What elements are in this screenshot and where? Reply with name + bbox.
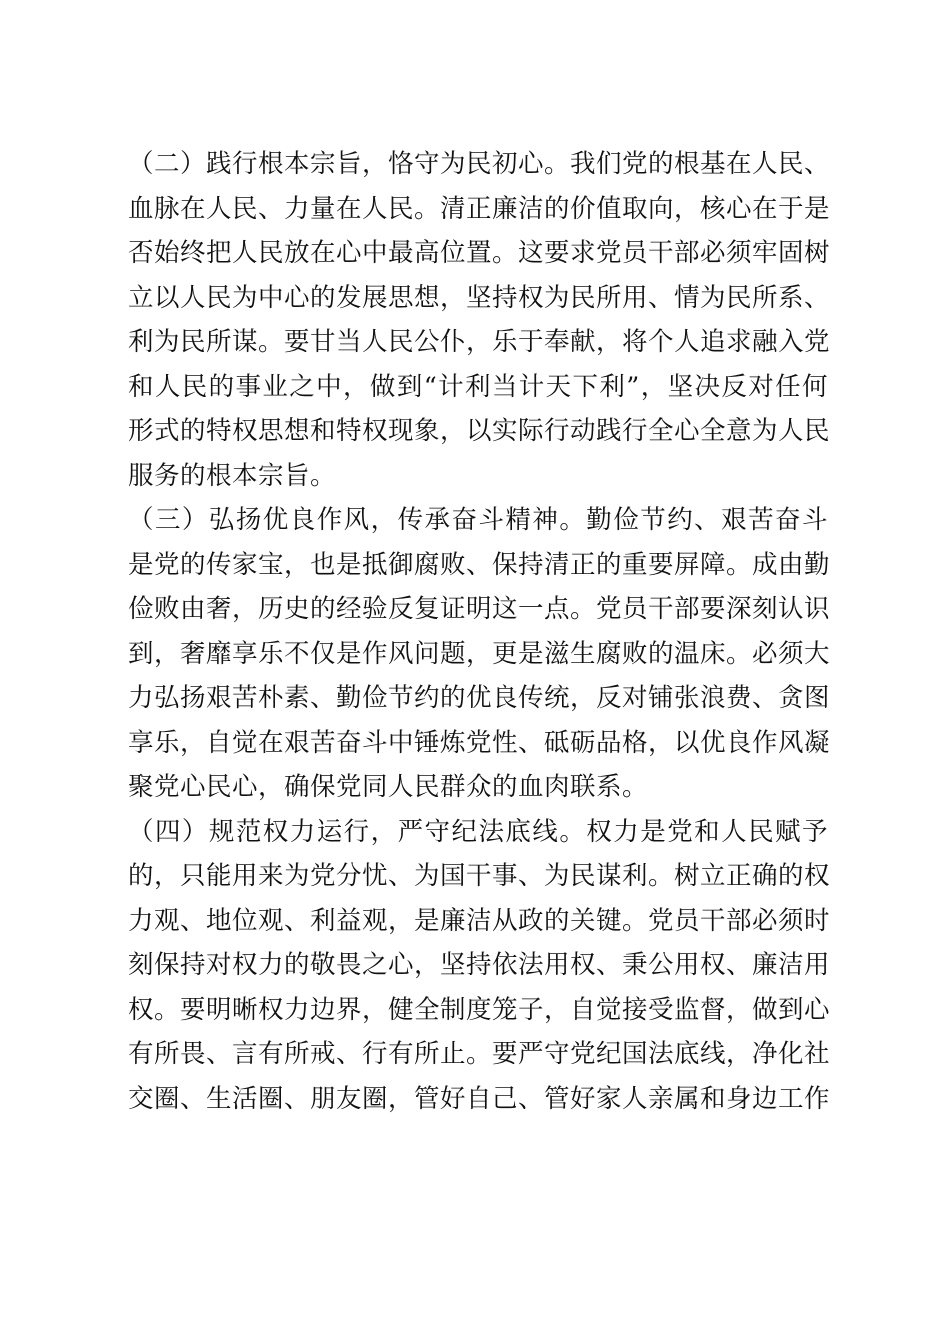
text-line: （三）弘扬优良作风，传承奋斗精神。勤俭节约、艰苦奋斗 (128, 505, 828, 535)
text-line: 否始终把人民放在心中最高位置。这要求党员干部必须牢固树 (128, 238, 831, 268)
text-line: 到，奢靡享乐不仅是作风问题，更是滋生腐败的温床。必须大 (128, 638, 831, 669)
text-line: 力观、地位观、利益观，是廉洁从政的关键。党员干部必须时 (128, 905, 831, 936)
text-line: 是党的传家宝，也是抵御腐败、保持清正的重要屏障。成由勤 (128, 549, 831, 580)
text-line: 服务的根本宗旨。 (128, 460, 337, 491)
text-line: （四）规范权力运行，严守纪法底线。权力是党和人民赋予 (128, 816, 828, 847)
text-line: 有所畏、言有所戒、行有所止。要严守党纪国法底线，净化社 (128, 1039, 831, 1069)
paragraph-3 (128, 498, 831, 810)
text-line: 血脉在人民、力量在人民。清正廉洁的价值取向，核心在于是 (128, 193, 831, 224)
paragraph-2 (128, 142, 831, 498)
text-line: 力弘扬艰苦朴素、勤俭节约的优良传统，反对铺张浪费、贪图 (128, 683, 831, 713)
text-line: 和人民的事业之中，做到“计利当计天下利”，坚决反对任何 (128, 371, 828, 402)
text-line: 享乐，自觉在艰苦奋斗中锤炼党性、砥砺品格，以优良作风凝 (128, 727, 831, 758)
text-line: 俭败由奢，历史的经验反复证明这一点。党员干部要深刻认识 (128, 594, 831, 624)
paragraph-4 (128, 810, 831, 1122)
text-line: 利为民所谋。要甘当人民公仆，乐于奉献，将个人追求融入党 (128, 327, 831, 357)
document-body (128, 142, 831, 1121)
text-line: （二）践行根本宗旨，恪守为民初心。我们党的根基在人民、 (128, 149, 831, 179)
text-line: 立以人民为中心的发展思想，坚持权为民所用、情为民所系、 (128, 282, 831, 313)
text-line: 聚党心民心，确保党同人民群众的血肉联系。 (128, 772, 649, 802)
text-line: 刻保持对权力的敬畏之心，坚持依法用权、秉公用权、廉洁用 (128, 950, 831, 980)
text-line: 形式的特权思想和特权现象，以实际行动践行全心全意为人民 (128, 416, 831, 446)
text-line: 交圈、生活圈、朋友圈，管好自己、管好家人亲属和身边工作 (128, 1083, 831, 1114)
text-line: 权。要明晰权力边界，健全制度笼子，自觉接受监督，做到心 (128, 994, 831, 1025)
text-line: 的，只能用来为党分忧、为国干事、为民谋利。树立正确的权 (128, 861, 831, 891)
